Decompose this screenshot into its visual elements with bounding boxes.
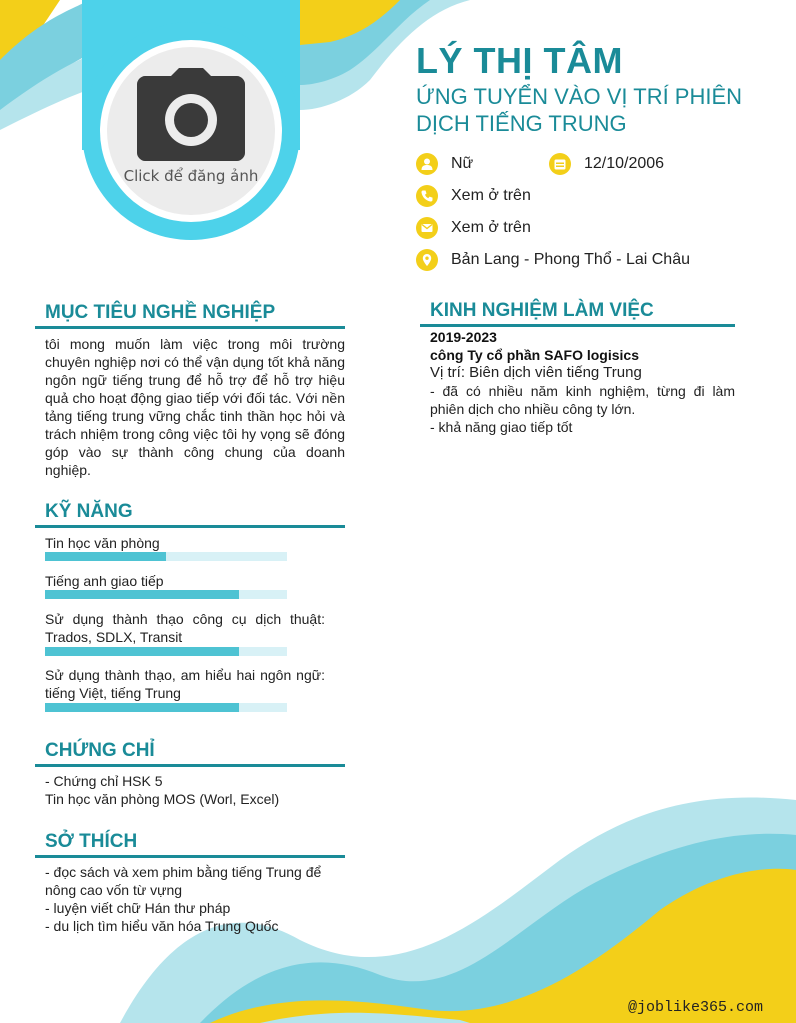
experience-company: công Ty cổ phần SAFO logisics: [430, 347, 639, 363]
footer-watermark: @joblike365.com: [628, 999, 764, 1016]
skill-bar-fill: [45, 552, 166, 561]
camera-icon[interactable]: [137, 68, 245, 161]
skills-divider: [35, 525, 345, 528]
experience-desc: - đã có nhiều năm kinh nghiệm, từng đi làm phiên dịch cho nhiều công ty lớn.: [430, 383, 735, 417]
hobbies-title: SỞ THÍCH: [45, 831, 138, 852]
certificate-item: Tin học văn phòng MOS (Worl, Excel): [45, 791, 280, 807]
email-row: [416, 217, 531, 239]
skill-bar-fill: [45, 703, 239, 712]
experience-period: 2019-2023: [430, 329, 497, 345]
birthday-value: 12/10/2006: [584, 155, 665, 172]
hobbies-divider: [35, 855, 345, 858]
skill-label: Tiếng anh giao tiếp: [45, 573, 164, 589]
phone-row: [416, 185, 531, 207]
position-line-1: ỨNG TUYỂN VÀO VỊ TRÍ PHIÊN: [416, 84, 743, 109]
certificates-divider: [35, 764, 345, 767]
address-value: Bản Lang - Phong Thổ - Lai Châu: [451, 251, 690, 268]
certificate-item: - Chứng chỉ HSK 5: [45, 773, 163, 789]
phone-icon: [416, 185, 438, 207]
email-icon: [416, 217, 438, 239]
skill-bar: [45, 590, 287, 599]
skill-bar: [45, 647, 287, 656]
objective-divider: [35, 326, 345, 329]
gender-row: [416, 153, 473, 175]
skill-bar-fill: [45, 590, 239, 599]
user-icon: [416, 153, 438, 175]
position-line-2: DỊCH TIẾNG TRUNG: [416, 111, 627, 136]
address-row: [416, 249, 690, 271]
skill-label: Tin học văn phòng: [45, 535, 160, 551]
certificates-title: CHỨNG CHỈ: [45, 740, 155, 761]
skill-bar: [45, 552, 287, 561]
phone-value: Xem ở trên: [451, 187, 531, 204]
candidate-name: LÝ THỊ TÂM: [416, 40, 623, 81]
objective-title: MỤC TIÊU NGHỀ NGHIỆP: [45, 302, 276, 323]
skills-title: KỸ NĂNG: [45, 501, 133, 522]
skill-bar: [45, 703, 287, 712]
experience-title: KINH NGHIỆM LÀM VIỆC: [430, 300, 654, 321]
objective-text: tôi mong muốn làm việc trong môi trường chuyên nghiệp nơi có thể vận dụng tốt khả năng ngôn ngữ tiếng trung để hỗ trợ để hỗ trợ hiệu quả cho hoạt động giao tiếp với đối tác. Với nền tảng tiếng trung vững chắc tinh thần học hỏi và trách nhiệm trong công việc tôi hy vọng sẽ đóng góp vào sự thành công chung của doanh nghiệp.: [45, 336, 345, 478]
skill-bar-fill: [45, 647, 239, 656]
hobby-item: - luyện viết chữ Hán thư pháp: [45, 900, 231, 916]
experience-role: Vị trí: Biên dịch viên tiếng Trung: [430, 364, 642, 381]
experience-divider: [420, 324, 735, 327]
upload-photo-label[interactable]: Click để đăng ảnh: [123, 167, 259, 185]
birthday-row: [549, 153, 664, 175]
skill-label: Sử dụng thành thạo, am hiểu hai ngôn ngữ: tiếng Việt, tiếng Trung: [45, 667, 325, 701]
hobby-item: nông cao vốn từ vựng: [45, 882, 183, 898]
hobby-item: - đọc sách và xem phim bằng tiếng Trung để: [45, 864, 322, 880]
applied-position: [416, 83, 776, 137]
calendar-icon: [549, 153, 571, 175]
email-value: Xem ở trên: [451, 219, 531, 236]
skill-label: Sử dụng thành thạo công cụ dịch thuật: Trados, SDLX, Transit: [45, 611, 325, 645]
hobby-item: - du lịch tìm hiểu văn hóa Trung Quốc: [45, 918, 279, 934]
location-icon: [416, 249, 438, 271]
experience-desc: - khả năng giao tiếp tốt: [430, 419, 573, 435]
gender-value: Nữ: [451, 155, 474, 172]
